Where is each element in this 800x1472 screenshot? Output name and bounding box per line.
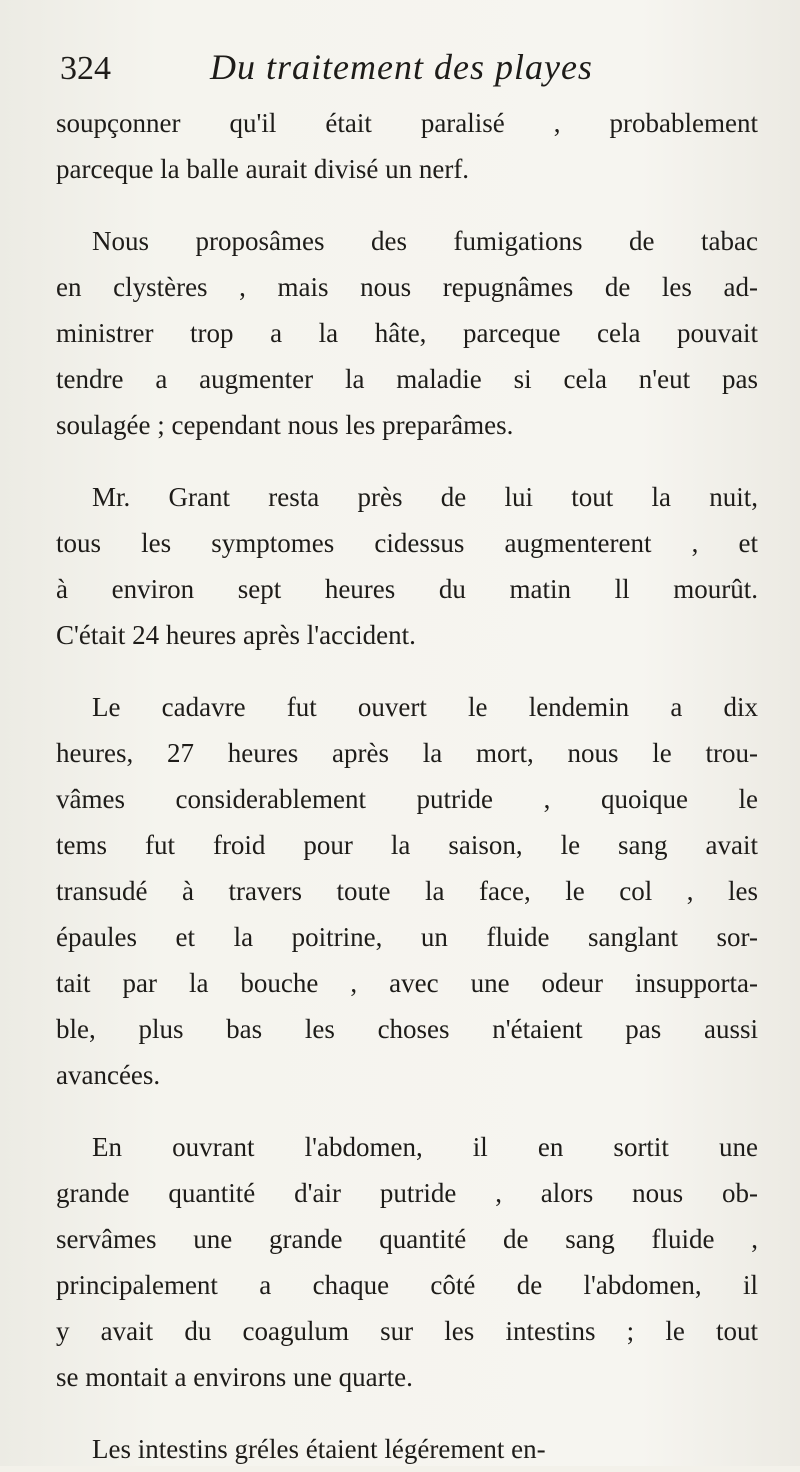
text-line: vâmes considerablement putride , quoique le [56, 784, 758, 814]
paragraph [56, 1124, 758, 1400]
text-line: en clystères , mais nous repugnâmes de les ad- [56, 272, 758, 302]
text-line: ministrer trop a la hâte, parceque cela pouvait [56, 318, 758, 348]
text-line: grande quantité d'air putride , alors nous ob- [56, 1178, 758, 1208]
page-number: 324 [60, 50, 111, 87]
text-line: Le cadavre fut ouvert le lendemin a dix [92, 692, 758, 722]
text-line: avancées. [56, 1060, 161, 1090]
text-line: tendre a augmenter la maladie si cela n'eut pas [56, 364, 758, 394]
paragraph-gap [56, 1098, 758, 1124]
text-line: C'était 24 heures après l'accident. [56, 620, 416, 650]
text-line: Nous proposâmes des fumigations de tabac [92, 226, 758, 256]
paragraph [56, 474, 758, 658]
text-line: ble, plus bas les choses n'étaient pas aussi [56, 1014, 758, 1044]
text-line: principalement a chaque côté de l'abdomen, il [56, 1270, 758, 1300]
paragraph-gap [56, 192, 758, 218]
paragraph [56, 684, 758, 1098]
text-line: heures, 27 heures après la mort, nous le trou- [56, 738, 758, 768]
text-line: servâmes une grande quantité de sang fluide , [56, 1224, 758, 1254]
text-line: tous les symptomes cidessus augmenterent , et [56, 528, 758, 558]
text-line: Les intestins gréles étaient légérement en- [92, 1434, 546, 1464]
text-line: se montait a environs une quarte. [56, 1362, 413, 1392]
text-line: soupçonner qu'il était paralisé , probablement [56, 108, 758, 138]
paragraph [56, 100, 758, 192]
text-line: transudé à travers toute la face, le col , les [56, 876, 758, 906]
text-line: à environ sept heures du matin ll mourût. [56, 574, 758, 604]
page-header [60, 44, 660, 96]
paragraph-gap [56, 1400, 758, 1426]
paragraph [56, 218, 758, 448]
text-line: En ouvrant l'abdomen, il en sortit une [92, 1132, 758, 1162]
text-line: épaules et la poitrine, un fluide sanglant sor- [56, 922, 758, 952]
paragraph [56, 1426, 758, 1472]
text-line: y avait du coagulum sur les intestins ; le tout [56, 1316, 758, 1346]
text-line: Mr. Grant resta près de lui tout la nuit, [92, 482, 758, 512]
paragraph-gap [56, 448, 758, 474]
body-text [56, 100, 758, 1472]
text-line: soulagée ; cependant nous les preparâmes. [56, 410, 514, 440]
paragraph-gap [56, 658, 758, 684]
text-line: tems fut froid pour la saison, le sang avait [56, 830, 758, 860]
running-title: Du traitement des playes [210, 47, 593, 87]
text-line: parceque la balle aurait divisé un nerf. [56, 154, 470, 184]
text-line: tait par la bouche , avec une odeur insupporta- [56, 968, 758, 998]
